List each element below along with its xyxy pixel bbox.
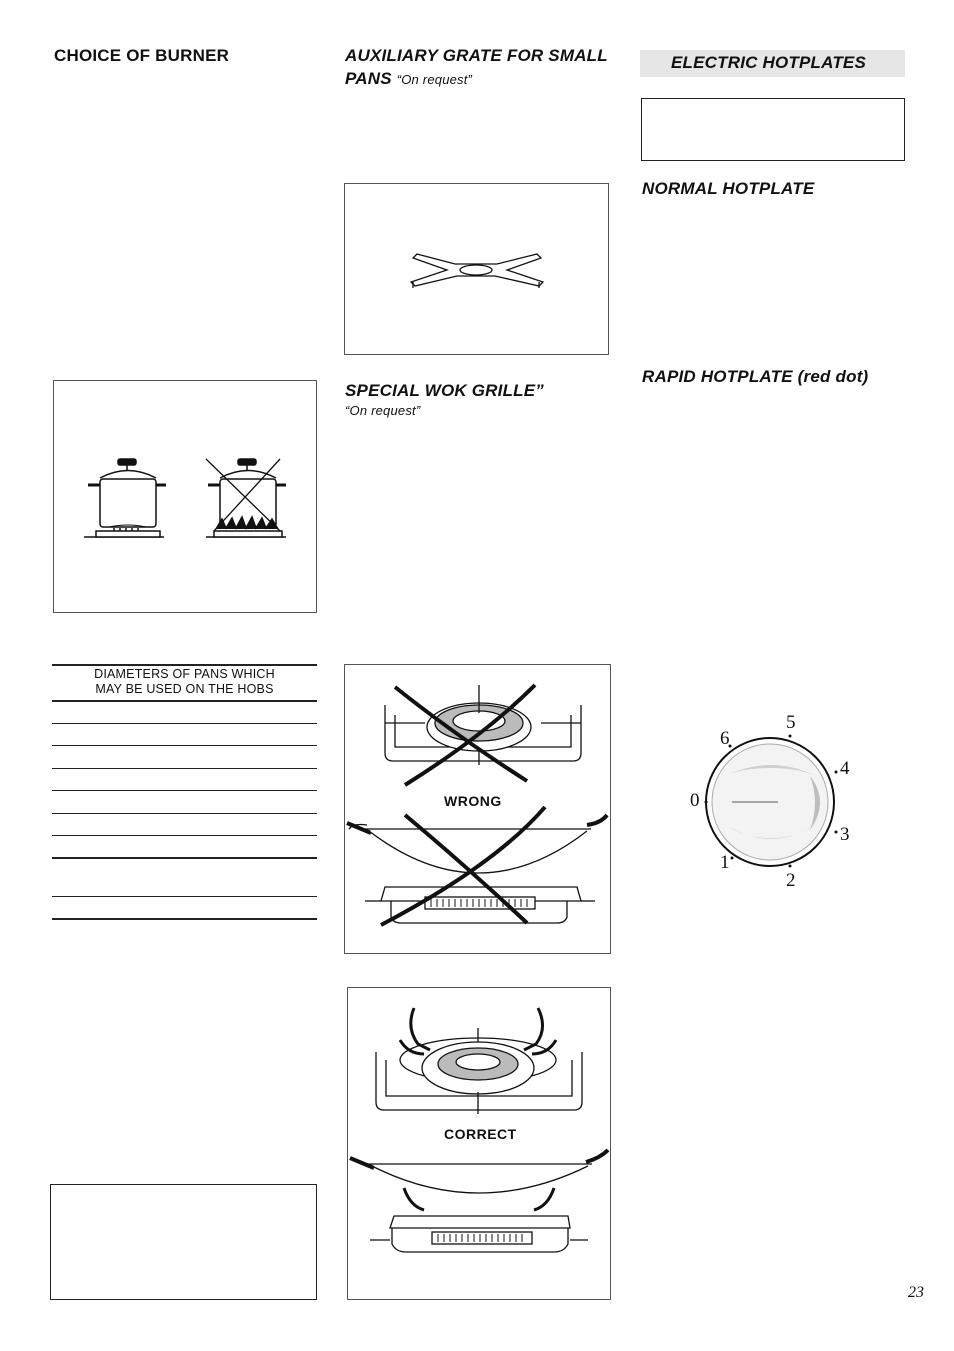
table-top-rule <box>52 664 317 666</box>
hotplate-control-knob <box>680 710 860 900</box>
pot-on-burner-illustration <box>54 381 316 612</box>
table-row-rule <box>52 790 317 791</box>
correct-wok-box <box>347 987 611 1300</box>
auxiliary-grate-heading-line2: PANS <box>345 69 392 88</box>
auxiliary-grate-box <box>344 183 609 355</box>
dial-label-5: 5 <box>786 712 796 733</box>
dial-label-3: 3 <box>840 824 850 845</box>
table-bottom-rule <box>52 918 317 920</box>
table-header-line2: MAY BE USED ON THE HOBS <box>95 682 274 696</box>
correct-label: CORRECT <box>444 1126 517 1142</box>
table-row-rule <box>52 835 317 836</box>
table-row-rule <box>52 745 317 746</box>
wrong-wok-box <box>344 664 611 954</box>
correct-wok-illustration <box>348 988 610 1299</box>
rapid-hotplate-heading: RAPID HOTPLATE (red dot) <box>642 367 869 386</box>
table-row-rule <box>52 723 317 724</box>
auxiliary-grate-heading <box>345 44 620 91</box>
choice-of-burner-heading: CHOICE OF BURNER <box>54 46 230 65</box>
note-box <box>50 1184 317 1300</box>
table-row-rule <box>52 896 317 897</box>
auxiliary-grate-heading-line1: AUXILIARY GRATE FOR SMALL <box>345 46 608 65</box>
table-header-line1: DIAMETERS OF PANS WHICH <box>94 667 275 681</box>
electric-note-box <box>641 98 905 161</box>
pan-diameter-table-header <box>52 667 317 697</box>
table-row-rule <box>52 857 317 859</box>
page-number: 23 <box>908 1284 924 1301</box>
dial-label-0: 0 <box>690 790 700 811</box>
knob-graphic <box>680 710 860 900</box>
table-row-rule <box>52 768 317 769</box>
on-request-note: “On request” <box>396 72 473 87</box>
wok-on-request-note: “On request” <box>345 403 421 418</box>
dial-label-6: 6 <box>720 728 730 749</box>
wok-grille-heading-text: SPECIAL WOK GRILLE” <box>345 381 544 400</box>
wrong-wok-illustration <box>345 665 610 953</box>
dial-label-2: 2 <box>786 870 796 891</box>
wok-grille-heading <box>345 379 544 420</box>
table-row-rule <box>52 813 317 814</box>
dial-label-4: 4 <box>840 758 850 779</box>
electric-hotplates-heading: ELECTRIC HOTPLATES <box>671 53 867 72</box>
normal-hotplate-heading: NORMAL HOTPLATE <box>642 179 815 198</box>
dial-label-1: 1 <box>720 852 730 873</box>
wrong-label: WRONG <box>444 793 502 809</box>
pot-illustration-box <box>53 380 317 613</box>
table-row-rule <box>52 700 317 702</box>
auxiliary-grate-illustration <box>345 184 608 354</box>
electric-hotplates-band <box>640 50 905 77</box>
